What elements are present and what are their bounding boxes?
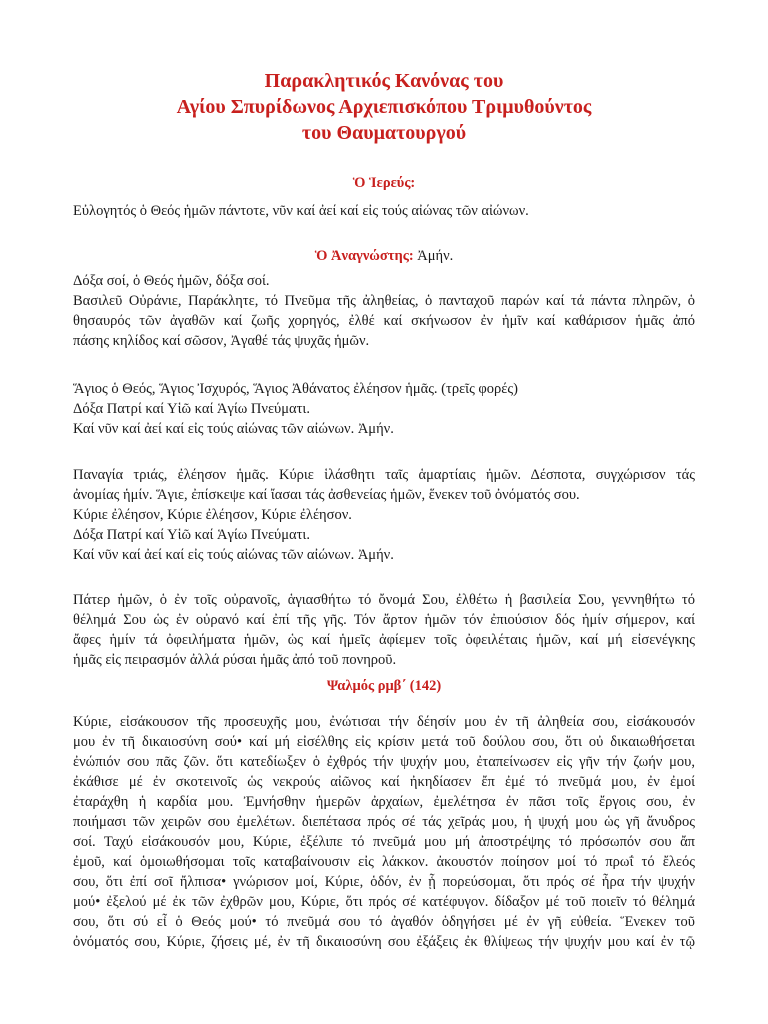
text-line: πάσης κηλίδος καί σῶσον, Ἀγαθέ τάς ψυχᾶς ἡμῶν.: [73, 333, 370, 349]
text-line: μου ἐν τῆ δικαιοσύνη σού• καί μή εἰσέλθης εἰς κρίσιν μετά τοῦ δούλου σου, ὅτι οὐ δικαιωθήσεται: [73, 734, 695, 750]
panagia-paragraph: [73, 465, 695, 565]
priest-paragraph: [73, 201, 695, 221]
text-line: Κύριε, εἰσάκουσον τῆς προσευχῆς μου, ἐνώτισαι τήν δέησίν μου ἐν τῆ ἀληθεία σου, εἰσάκουσόν: [73, 714, 695, 730]
text-line: μού• ἐξελού μέ ἐκ τῶν ἐχθρῶν μου, Κύριε, ὅτι πρός σέ κατέφυγον. δίδαξον μέ τοῦ ποιεῖν τό θέλημά: [73, 894, 695, 910]
trisagion-paragraph: [73, 379, 695, 439]
text-line: σου, ὅτι ἐπί σοῖ ἤλπισα• γνώρισον μοί, Κύριε, ὁδόν, ἐν ᾗ πορεύσομαι, ὅτι πρός σέ ἦρα τήν ψυχήν: [73, 874, 695, 890]
text-line: Πάτερ ἡμῶν, ὁ ἐν τοῖς οὐρανοῖς, ἁγιασθήτω τό ὄνομά Σου, ἐλθέτω ἡ βασιλεία Σου, γεννηθήτω τό: [73, 592, 695, 608]
psalm-title: Ψαλμός ρμβ΄ (142): [326, 678, 442, 694]
psalm-heading: [0, 676, 768, 696]
reader-heading: [0, 246, 768, 266]
text-line: Δόξα Πατρί καί Υἱῶ καί Ἁγίω Πνεύματι.: [73, 527, 310, 543]
text-line: ποιήμασι τῶν χειρῶν σου ἐμελέτων. διεπέτασα πρός σέ τάς χεῖράς μου, ἡ ψυχή μου ὡς γῆ ἄνυδρος: [73, 814, 695, 830]
priest-heading: [0, 173, 768, 193]
text-line: ἡμᾶς εἰς πειρασμόν ἀλλά ρύσαι ἡμᾶς ἀπό τοῦ πονηροῦ.: [73, 652, 397, 668]
text-line: σου, ὅτι σύ εἶ ὁ Θεός μού• τό πνεῦμά σου τό ἀγαθόν ὁδηγήσει μέ ἐν γῆ εὐθεία. Ἕνεκεν τοῦ: [73, 914, 695, 930]
text-line: Βασιλεῦ Οὐράνιε, Παράκλητε, τό Πνεῦμα τῆς ἀληθείας, ὁ πανταχοῦ παρών καί τά πάντα πληρῶν, ὁ: [73, 293, 695, 309]
document-title: [0, 68, 768, 146]
lords-prayer-paragraph: [73, 590, 695, 670]
text-line: ἐνώπιόν σου πᾶς ζῶν. ὅτι κατεδίωξεν ὁ ἐχθρός τήν ψυχήν μου, ἐταπείνωσεν εἰς γῆν τήν ζωήν μου,: [73, 754, 695, 770]
text-line: Δόξα σοί, ὁ Θεός ἡμῶν, δόξα σοί.: [73, 273, 270, 289]
text-line: Καί νῦν καί ἀεί καί εἰς τούς αἰώνας τῶν αἰώνων. Ἀμήν.: [73, 421, 394, 437]
title-line: Παρακλητικός Κανόνας του: [264, 70, 504, 92]
psalm-paragraph: [73, 712, 695, 952]
text-line: Δόξα Πατρί καί Υἱῶ καί Ἁγίω Πνεύματι.: [73, 401, 310, 417]
text-line: ἐκάθισε μέ ἐν σκοτεινοῖς ὡς νεκρούς αἰῶνος καί ἠκηδίασεν ἔπ ἐμέ τό πνεῦμά μου, ἐν ἐμοί: [73, 774, 695, 790]
text-line: ἐμοῦ, καί ὁμοιωθήσομαι τοῖς καταβαίνουσιν εἰς λάκκον. ἀκουστόν ποίησον μοί τό πρωΐ τό ἔλεός: [73, 854, 695, 870]
text-line: Παναγία τριάς, ἐλέησον ἡμᾶς. Κύριε ἱλάσθητι ταῖς ἁμαρτίαις ἡμῶν. Δέσποτα, συγχώρισον τάς: [73, 467, 695, 483]
text-line: ὀνόματός σου, Κύριε, ζήσεις μέ, ἐν τῆ δικαιοσύνη σου ἐξάξεις ἐκ θλίψεως τήν ψυχήν μου καί ἐν τῷ: [73, 934, 695, 950]
priest-label: Ὁ Ἱερεύς:: [352, 175, 416, 191]
text-line: Εὐλογητός ὁ Θεός ἡμῶν πάντοτε, νῦν καί ἀεί καί εἰς τούς αἰώνας τῶν αἰώνων.: [73, 203, 529, 219]
text-line: ἐταράχθη ἡ καρδία μου. Ἐμνήσθην ἡμερῶν ἀρχαίων, ἐμελέτησα ἐν πᾶσι τοῖς ἔργοις σου, ἐν: [73, 794, 695, 810]
text-line: ἀνομίας ἡμίν. Ἅγιε, ἐπίσκεψε καί ἴασαι τάς ἀσθενείας ἡμῶν, ἕνεκεν τοῦ ὀνόματός σου.: [73, 487, 580, 503]
text-line: θέλημά Σου ὡς ἐν οὐρανό καί ἐπί τῆς γῆς. Τόν ἄρτον ἡμῶν τόν ἐπιούσιον δός ἡμίν σήμερον, καί: [73, 612, 695, 628]
reader-response: Ἀμήν.: [413, 248, 454, 264]
text-line: Κύριε ἐλέησον, Κύριε ἐλέησον, Κύριε ἐλέησον.: [73, 507, 352, 523]
text-line: Καί νῦν καί ἀεί καί εἰς τούς αἰώνας τῶν αἰώνων. Ἀμήν.: [73, 547, 394, 563]
text-line: θησαυρός τῶν ἀγαθῶν καί ζωῆς χορηγός, ἐλθέ καί σκήνωσον ἐν ἡμῖν καί καθάρισον ἡμᾶς ἀπό: [73, 313, 695, 329]
text-line: Ἅγιος ὁ Θεός, Ἅγιος Ἰσχυρός, Ἅγιος Ἀθάνατος ἐλέησον ἡμᾶς. (τρεῖς φορές): [73, 381, 518, 397]
title-line: Αγίου Σπυρίδωνος Αρχιεπισκόπου Τριμυθούντος: [176, 96, 592, 118]
reader-paragraph: [73, 271, 695, 351]
text-line: σοί. Ταχύ εἰσάκουσόν μου, Κύριε, ἐξέλιπε τό πνεῦμά μου μή ἀποστρέψης τό πρόσωπόν σου ἄπ: [73, 834, 695, 850]
reader-label: Ὁ Ἀναγνώστης:: [314, 248, 414, 264]
text-line: ἄφες ἡμίν τά ὀφειλήματα ἡμῶν, ὡς καί ἡμεῖς ἀφίεμεν τοῖς ὀφειλέταις ἡμῶν, καί μή εἰσενέγκης: [73, 632, 695, 648]
title-line: του Θαυματουργού: [301, 122, 467, 144]
